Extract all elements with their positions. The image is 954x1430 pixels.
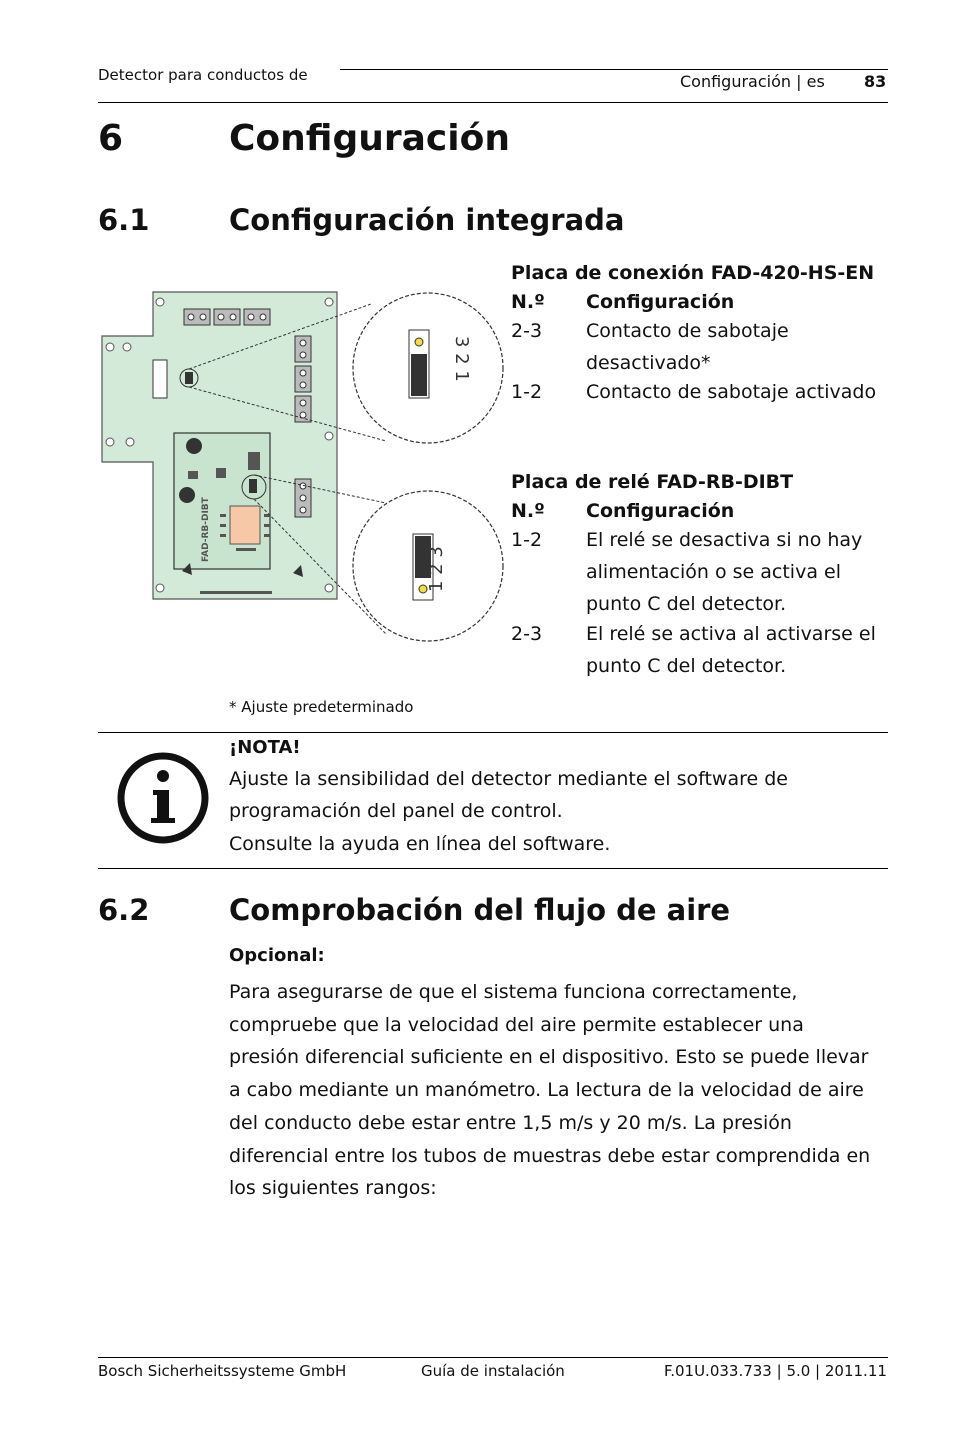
rele-title: Placa de relé FAD-RB-DIBT [511,471,794,493]
note-text: Ajuste la sensibilidad del detector mediante el software de [229,768,788,790]
note-title: ¡NOTA! [229,737,301,758]
header-rule-top [340,69,888,70]
header-title: Detector para conductos de [98,66,308,84]
note-text: Consulte la ayuda en línea del software. [229,833,611,855]
section-number: 6.2 [98,893,150,927]
rele-row-cfg: El relé se activa al activarse el punto C del detector. [586,623,876,677]
footer-company: Bosch Sicherheitssysteme GmbH [98,1362,347,1380]
zoom-top-digits: 3 2 1 [451,336,472,382]
zoom-bottom-digits: 1 2 3 [426,546,447,592]
chapter-title: Configuración [229,118,510,159]
footer-rule [98,1357,888,1358]
conexion-title: Placa de conexión FAD-420-HS-EN [511,262,875,284]
conexion-row-no: 1-2 [511,381,543,403]
conexion-row-cfg: Contacto de sabotaje activado [586,381,877,403]
page-number: 83 [864,72,887,91]
footnote: * Ajuste predeterminado [229,698,414,716]
note-rule-bottom [98,868,888,869]
rele-head-no: N.º [511,500,545,522]
note-rule-top [98,732,888,733]
conexion-head-cfg: Configuración [586,291,735,313]
note-text: programación del panel de control. [229,800,563,822]
conexion-row-no: 2-3 [511,320,543,342]
rele-row-no: 1-2 [511,529,543,551]
section-title: Comprobación del flujo de aire [229,893,731,927]
section-title: Configuración integrada [229,203,625,237]
conexion-head-no: N.º [511,291,545,313]
circuit-board-figure [96,286,506,646]
header-rule-bottom [98,102,888,103]
board-label: FAD-RB-DIBT [201,497,211,562]
rele-row-no: 2-3 [511,623,543,645]
footer-doc-type: Guía de instalación [421,1362,565,1380]
chapter-number: 6 [98,118,124,159]
header-section: Configuración | es [680,72,825,91]
body-paragraph: Para asegurarse de que el sistema funciona correctamente, compruebe que la velocidad del aire permite establecer una presión diferencial suficiente en el dispositivo. Esto se puede llevar a cabo mediante un manómetro. La lectura de la velocidad de aire del conducto debe estar entre 1,5 m/s y 20 m/s. La presión diferencial entre los tubos de muestras debe estar comprendida en los siguientes rangos: [229,981,871,1200]
optional-label: Opcional: [229,945,325,966]
section-number: 6.1 [98,203,150,237]
info-icon [115,750,211,846]
footer-doc-id: F.01U.033.733 | 5.0 | 2011.11 [664,1362,887,1380]
rele-head-cfg: Configuración [586,500,735,522]
rele-row-cfg: El relé se desactiva si no hay alimentación o se activa el punto C del detector. [586,529,863,615]
conexion-row-cfg: Contacto de sabotaje desactivado* [586,320,789,374]
